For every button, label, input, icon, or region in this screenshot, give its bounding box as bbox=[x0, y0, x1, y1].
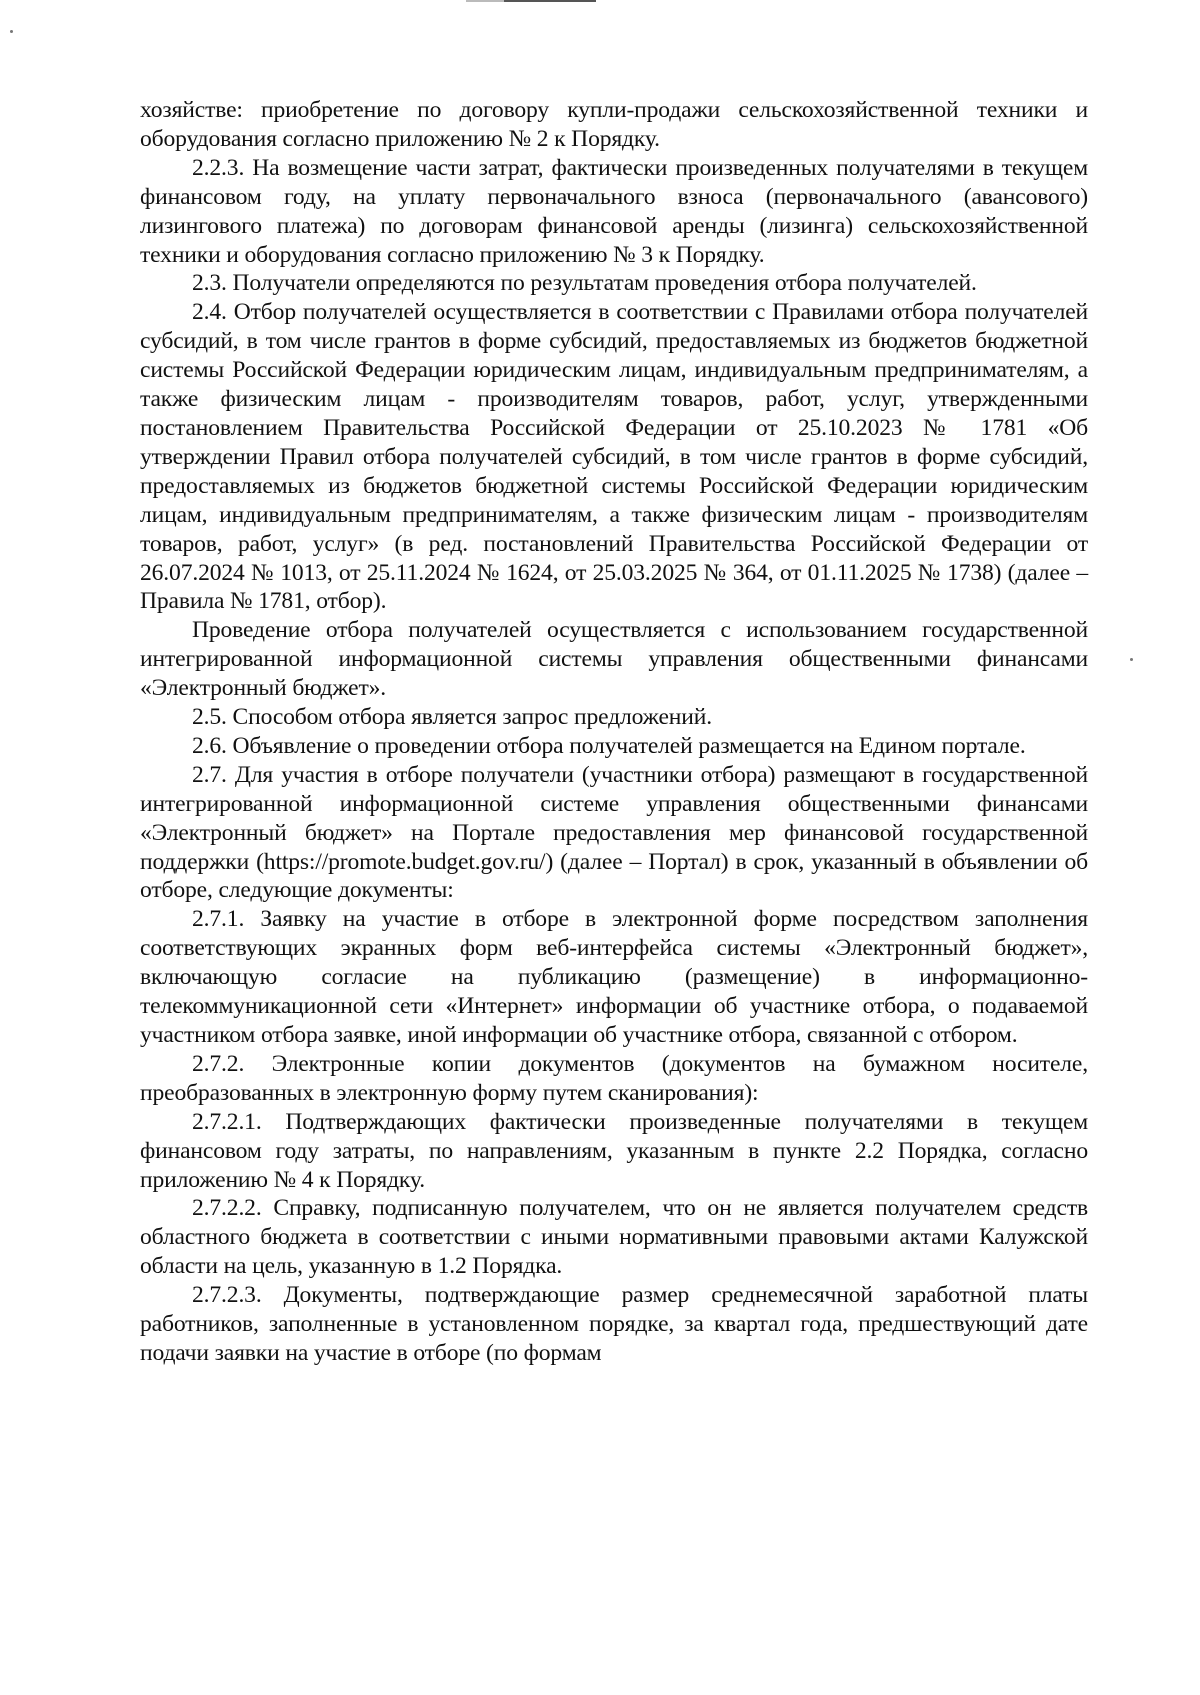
paragraph-2-7-1: 2.7.1. Заявку на участие в отборе в электронной форме посредством заполнения соответствующих экранных форм веб-интерфейса системы «Электронный бюджет», включающую согласие на публикацию (размещение) в информационно-телекоммуникационной сети «Интернет» информации об участнике отбора, о подаваемой участником отбора заявке, иной информации об участнике отбора, связанной с отбором. bbox=[140, 906, 1088, 1048]
scan-speck bbox=[10, 30, 13, 33]
paragraph-2-3: 2.3. Получатели определяются по результатам проведения отбора получателей. bbox=[192, 270, 977, 297]
paragraph-2-7-2-3: 2.7.2.3. Документы, подтверждающие размер среднемесячной заработной платы работников, заполненные в установленном порядке, за квартал года, предшествующий дате подачи заявки на участие в отборе (по формам bbox=[140, 1282, 1088, 1366]
scan-speck bbox=[1130, 658, 1133, 661]
paragraph-2-7-2-1: 2.7.2.1. Подтверждающих фактически произведенные получателями в текущем финансовом году затраты, по направлениям, указанным в пункте 2.2 Порядка, согласно приложению № 4 к Порядку. bbox=[140, 1108, 1088, 1193]
paragraph-2-5: 2.5. Способом отбора является запрос предложений. bbox=[192, 704, 712, 731]
paragraph-2-6: 2.6. Объявление о проведении отбора получателей размещается на Едином портале. bbox=[192, 732, 1026, 759]
paragraph-2-7-2: 2.7.2. Электронные копии документов (документов на бумажном носителе, преобразованных в электронную форму путем сканирования): bbox=[140, 1050, 1088, 1106]
paragraph-2-7-2-2: 2.7.2.2. Справку, подписанную получателем, что он не является получателем средств областного бюджета в соответствии с иными нормативными правовыми актами Калужской области на цель, указанную в 1.2 Порядка. bbox=[140, 1195, 1088, 1280]
paragraph-2-7: 2.7. Для участия в отборе получатели (участники отбора) размещают в государственной интегрированной информационной системе управления общественными финансами «Электронный бюджет» на Портале предоставления мер финансовой государственной поддержки (https://promote.budget.gov.ru/) (далее – Портал) в срок, указанный в объявлении об отборе, следующие документы: bbox=[140, 761, 1088, 904]
paragraph-2-4-electronic-budget: Проведение отбора получателей осуществляется с использованием государственной интегрированной информационной системы управления общественными финансами «Электронный бюджет». bbox=[140, 617, 1088, 702]
page-top-rule bbox=[466, 0, 596, 2]
document-page bbox=[140, 96, 1088, 1368]
paragraph-2-4: 2.4. Отбор получателей осуществляется в соответствии с Правилами отбора получателей субсидий, в том числе грантов в форме субсидий, предоставляемых из бюджетов бюджетной системы Российской Федерации юридическим лицам, индивидуальным предпринимателям, а также физическим лицам - производителям товаров, работ, услуг, утвержденными постановлением Правительства Российской Федерации от 25.10.2023 № 1781 «Об утверждении Правил отбора получателей субсидий, в том числе грантов в форме субсидий, предоставляемых из бюджетов бюджетной системы Российской Федерации юридическим лицам, индивидуальным предпринимателям, а также физическим лицам - производителям товаров, работ, услуг» (в ред. постановлений Правительства Российской Федерации от 26.07.2024 № 1013, от 25.11.2024 № 1624, от 25.03.2025 № 364, от 01.11.2025 № 1738) (далее – Правила № 1781, отбор). bbox=[140, 299, 1088, 615]
paragraph-2-2-3: 2.2.3. На возмещение части затрат, фактически произведенных получателями в текущем финансовом году, на уплату первоначального взноса (первоначального (авансового) лизингового платежа) по договорам финансовой аренды (лизинга) сельскохозяйственной техники и оборудования согласно приложению № 3 к Порядку. bbox=[140, 154, 1088, 268]
paragraph-continuation: хозяйстве: приобретение по договору купли-продажи сельскохозяйственной техники и оборудования согласно приложению № 2 к Порядку. bbox=[140, 97, 1088, 152]
